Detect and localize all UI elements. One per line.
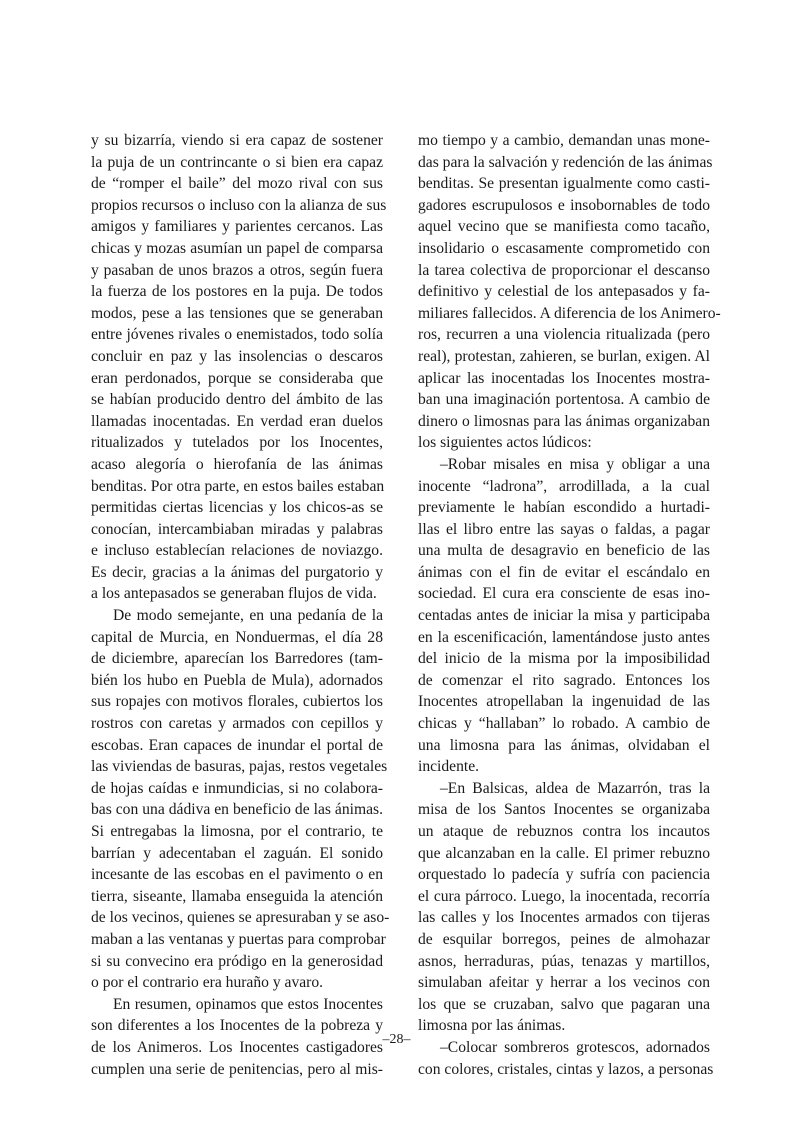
text-line: escobas. Eran capaces de inundar el portal de [91, 736, 383, 754]
text-line: conocían, intercambiaban miradas y palabras [91, 520, 383, 538]
text-line: el cura párroco. Luego, la inocentada, recorría [418, 887, 710, 905]
text-line: los siguientes actos lúdicos: [418, 434, 592, 452]
text-line: gadores escrupulosos e insobornables de todo [418, 196, 710, 214]
text-line: centadas antes de iniciar la misa y participaba [418, 607, 710, 625]
text-line: se habían producido dentro del ámbito de las [91, 391, 383, 409]
text-line: das para la salvación y redención de las ánimas [418, 153, 713, 171]
text-line: tierra, siseante, llamaba enseguida la atención [91, 887, 383, 905]
text-line: de comenzar el rito sagrado. Entonces los [418, 671, 710, 689]
text-line: cumplen una serie de penitencias, pero al mis- [91, 1060, 383, 1078]
text-line: de esquilar borregos, peines de almohazar [418, 930, 710, 948]
text-line: definitivo y celestial de los antepasados y fa- [418, 283, 710, 301]
text-line: benditas. Por otra parte, en estos bailes estaban [91, 477, 385, 495]
text-line: En resumen, opinamos que estos Inocentes [113, 995, 383, 1013]
text-line: a los antepasados se generaban flujos de vida. [91, 585, 377, 603]
text-line: Si entregabas la limosna, por el contrario, te [91, 823, 383, 840]
text-line: chicas y mozas asumían un papel de comparsa [91, 239, 383, 257]
text-line: simulaban afeitar y herrar a los vecinos con [418, 974, 710, 992]
text-line: –Colocar sombreros grotescos, adornados [440, 1038, 710, 1056]
text-line: inocente “ladrona”, arrodillada, a la cual [418, 477, 710, 495]
text-line: de “romper el baile” del mozo rival con sus [91, 175, 383, 193]
text-line: ban una imaginación portentosa. A cambio de [418, 391, 710, 409]
text-line: llamadas inocentadas. En verdad eran duelos [91, 412, 383, 430]
text-line: –Robar misales en misa y obligar a una [440, 455, 710, 473]
text-line: De modo semejante, en una pedanía de la [113, 607, 383, 625]
text-line: miliares fallecidos. A diferencia de los Animero- [418, 304, 721, 322]
text-line: las viviendas de basuras, pajas, restos vegetales [91, 758, 388, 776]
text-line: los que se cruzaban, salvo que pagaran una [418, 995, 710, 1013]
text-line: asnos, herraduras, púas, tenazas y martillos, [418, 952, 710, 970]
text-line: un ataque de rebuznos contra los incautos [418, 823, 710, 840]
text-line: Inocentes atropellaban la ingenuidad de las [418, 693, 710, 711]
text-line: ritualizados y tutelados por los Inocentes, [91, 434, 383, 452]
text-line: y su bizarría, viendo si era capaz de sostener [91, 132, 383, 149]
text-line: modos, pese a las tensiones que se generaban [91, 304, 383, 322]
text-line: ánimas con el fin de evitar el escándalo en [418, 563, 710, 581]
text-line: con colores, cristales, cintas y lazos, a personas [418, 1060, 714, 1078]
text-line: misa de los Santos Inocentes se organizaba [418, 801, 710, 819]
text-line: incidente. [418, 758, 480, 776]
text-line: las calles y los Inocentes armados con tijeras [418, 909, 710, 927]
right-text-column [418, 130, 721, 1080]
text-line: son diferentes a los Inocentes de la pobreza y [91, 1017, 383, 1035]
text-line: una multa de desagravio en beneficio de las [418, 542, 710, 560]
text-line: incesante de las escobas en el pavimento o en [91, 866, 383, 884]
text-line: maban a las ventanas y puertas para comprobar [91, 930, 386, 948]
text-line: llas el libro entre las sayas o faldas, a pagar [418, 520, 710, 538]
text-line: Es decir, gracias a la ánimas del purgatorio y [91, 563, 383, 581]
text-line: aplicar las inocentadas los Inocentes mostra- [418, 369, 710, 387]
text-line: y pasaban de unos brazos a otros, según fuera [91, 261, 383, 279]
text-line: insolidario o escasamente comprometido con [418, 239, 710, 257]
text-line: de los Animeros. Los Inocentes castigadores [91, 1038, 383, 1056]
text-line: barrían y adecentaban el zaguán. El sonido [91, 844, 383, 862]
text-line: concluir en paz y las insolencias o descaros [91, 347, 383, 365]
text-line: –En Balsicas, aldea de Mazarrón, tras la [440, 779, 710, 797]
text-line: de los vecinos, quienes se apresuraban y se aso- [91, 909, 390, 927]
text-line: en la escenificación, lamentándose justo antes [418, 628, 710, 646]
text-line: ros, recurren a una violencia ritualizada (pero [418, 326, 710, 344]
text-line: si su convecino era pródigo en la generosidad [91, 952, 383, 970]
text-line: la puja de un contrincante o si bien era capaz [91, 153, 383, 171]
text-line: la fuerza de los postores en la puja. De todos [91, 283, 383, 301]
text-line: aquel vecino que se manifiesta como tacaño, [418, 218, 710, 236]
text-line: orquestado lo padecía y sufría con paciencia [418, 866, 710, 884]
text-line: limosna por las ánimas. [418, 1017, 566, 1035]
left-text-column [91, 130, 390, 1080]
text-line: previamente le habían escondido a hurtadi- [418, 499, 710, 517]
text-line: de diciembre, aparecían los Barredores (tam- [91, 650, 383, 668]
text-line: una limosna para las ánimas, olvidaban el [418, 736, 710, 754]
text-line: capital de Murcia, en Nonduermas, el día 28 [91, 628, 383, 646]
text-line: permitidas ciertas licencias y los chicos-as se [91, 499, 383, 517]
text-line: propios recursos o incluso con la alianza de sus [91, 196, 387, 214]
text-line: sociedad. El cura era consciente de esas ino- [418, 585, 710, 603]
text-line: dinero o limosnas para las ánimas organizaban [418, 412, 710, 430]
text-line: la tarea colectiva de proporcionar el descanso [418, 261, 710, 279]
text-line: de hojas caídas e inmundicias, si no colabora- [91, 779, 383, 797]
text-line: bas con una dádiva en beneficio de las ánimas. [91, 801, 383, 819]
text-line: amigos y familiares y parientes cercanos. Las [91, 218, 383, 236]
text-line: chicas y “hallaban” lo robado. A cambio de [418, 715, 710, 733]
text-line: rostros con caretas y armados con cepillos y [91, 715, 383, 733]
text-line: bién los hubo en Puebla de Mula), adornados [91, 671, 383, 689]
text-line: e incluso establecían relaciones de noviazgo. [91, 542, 383, 560]
text-line: o por el contrario era huraño y avaro. [91, 974, 324, 992]
text-line: eran perdonados, porque se consideraba que [91, 369, 383, 387]
text-line: entre jóvenes rivales o enemistados, todo solía [91, 326, 383, 344]
text-line: sus ropajes con motivos florales, cubiertos los [91, 693, 383, 711]
text-line: benditas. Se presentan igualmente como casti- [418, 175, 710, 193]
text-line: acaso alegoría o hierofanía de las ánimas [91, 455, 383, 473]
text-line: del inicio de la misma por la imposibilidad [418, 650, 710, 668]
text-line: real), protestan, zahieren, se burlan, exigen. Al [418, 347, 710, 365]
text-line: que alcanzaban en la calle. El primer rebuzno [418, 844, 710, 862]
text-line: mo tiempo y a cambio, demandan unas mone- [418, 132, 710, 149]
page-number: –28– [382, 1032, 411, 1047]
